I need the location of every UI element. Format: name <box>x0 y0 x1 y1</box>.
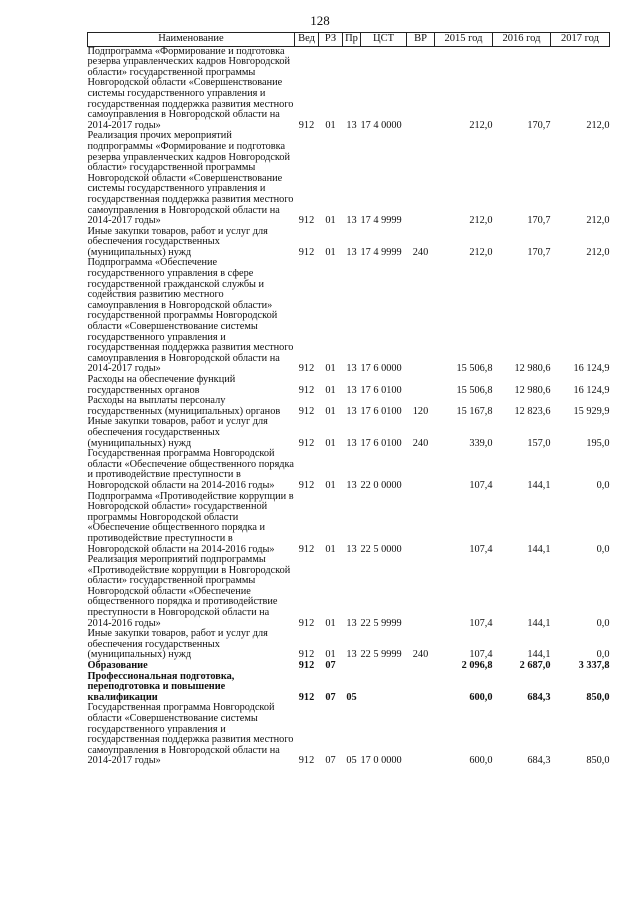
row-name: Иные закупки товаров, работ и услуг для обеспечения государственных (муниципальных) нужд <box>87 225 268 258</box>
row-pr: 13 <box>346 649 357 661</box>
table-row <box>88 449 610 491</box>
row-2017: 0,0 <box>596 479 610 491</box>
row-pr: 05 <box>346 691 357 703</box>
table-row <box>88 227 610 259</box>
row-pr: 13 <box>346 384 357 396</box>
row-2015: 600,0 <box>469 691 493 703</box>
header-vr: ВР <box>407 33 435 47</box>
row-cst: 17 4 9999 <box>360 246 402 258</box>
row-ved: 912 <box>298 691 315 703</box>
table-header <box>88 33 610 47</box>
row-vr <box>407 492 435 556</box>
row-vr <box>407 703 435 767</box>
row-ved: 912 <box>298 437 315 449</box>
row-rz: 07 <box>325 755 336 767</box>
row-cst <box>361 672 407 704</box>
row-pr: 13 <box>346 363 357 375</box>
row-2017: 850,0 <box>586 755 610 767</box>
row-name: Профессиональная подготовка, переподготовка и повышение квалификации <box>87 670 235 703</box>
row-vr <box>407 672 435 704</box>
row-2015: 212,0 <box>469 215 493 227</box>
row-2017: 212,0 <box>586 246 610 258</box>
row-2016: 144,1 <box>527 479 551 491</box>
row-vr <box>407 258 435 375</box>
row-2015: 15 506,8 <box>456 384 493 396</box>
row-2016: 684,3 <box>527 755 551 767</box>
row-2017: 3 337,8 <box>578 660 610 672</box>
row-vr: 120 <box>412 405 429 417</box>
row-2017: 195,0 <box>586 437 610 449</box>
row-pr: 13 <box>346 543 357 555</box>
table-row <box>88 703 610 767</box>
row-name: Иные закупки товаров, работ и услуг для обеспечения государственных (муниципальных) нужд <box>87 628 268 661</box>
row-pr <box>343 661 361 672</box>
row-2015: 107,4 <box>469 617 493 629</box>
page-number: 128 <box>310 13 330 28</box>
row-cst: 22 5 9999 <box>360 649 402 661</box>
row-rz: 01 <box>325 617 336 629</box>
row-pr: 05 <box>346 755 357 767</box>
row-pr: 13 <box>346 617 357 629</box>
row-ved: 912 <box>298 405 315 417</box>
row-name: Подпрограмма «Формирование и подготовка резерва управленческих кадров Новгородской области» государственной программы Новгородской области «Совершенствование системы государственного управления и государственная поддержка развития местного самоуправления в Новгородской области на 2014-2017 годы» <box>87 45 294 131</box>
row-vr: 240 <box>412 649 429 661</box>
row-2017: 0,0 <box>596 617 610 629</box>
row-vr <box>407 661 435 672</box>
header-name: Наименование <box>88 33 295 47</box>
row-rz: 01 <box>325 363 336 375</box>
row-vr <box>407 131 435 226</box>
row-name: Государственная программа Новгородской области «Обеспечение общественного порядка и противодействие преступности в Новгородской области на 2014-2016 годы» <box>87 448 294 491</box>
row-vr <box>407 375 435 396</box>
table-row <box>88 492 610 556</box>
row-rz: 01 <box>325 405 336 417</box>
row-2016: 12 823,6 <box>514 405 551 417</box>
row-cst: 17 6 0100 <box>360 437 402 449</box>
row-rz: 01 <box>325 384 336 396</box>
header-cst: ЦСТ <box>361 33 407 47</box>
row-2017: 212,0 <box>586 119 610 131</box>
row-vr <box>407 555 435 629</box>
row-rz: 01 <box>325 479 336 491</box>
row-2015: 15 167,8 <box>456 405 493 417</box>
row-ved: 912 <box>298 119 315 131</box>
row-cst: 22 5 0000 <box>360 543 402 555</box>
table-row <box>88 46 610 131</box>
row-vr: 240 <box>412 246 429 258</box>
row-cst: 17 4 0000 <box>360 119 402 131</box>
table-row <box>88 258 610 375</box>
row-ved: 912 <box>298 246 315 258</box>
budget-table <box>87 32 610 767</box>
row-rz: 01 <box>325 215 336 227</box>
row-name: Реализация прочих мероприятий подпрограммы «Формирование и подготовка резерва управленческих кадров Новгородской области» государственной программы Новгородской области «Совершенствование системы государственного управления и государственная поддержка развития местного самоуправления в Новгородской области на 2014-2017 годы» <box>87 130 294 227</box>
row-name: Образование <box>87 660 148 672</box>
table-row <box>88 555 610 629</box>
row-2017: 16 124,9 <box>573 384 610 396</box>
header-pr: Пр <box>343 33 361 47</box>
row-2016: 157,0 <box>527 437 551 449</box>
row-name: Реализация мероприятий подпрограммы «Противодействие коррупции в Новгородской области» государственной программы Новгородской области «Обеспечение общественного порядка и противодействие преступности в Новгородской области на 2014-2016 годы» <box>87 554 291 629</box>
row-2016: 144,1 <box>527 649 551 661</box>
row-2015: 107,4 <box>469 479 493 491</box>
row-rz: 01 <box>325 437 336 449</box>
row-2015: 107,4 <box>469 543 493 555</box>
row-cst <box>361 661 407 672</box>
row-ved: 912 <box>298 479 315 491</box>
row-ved: 912 <box>298 384 315 396</box>
row-2016: 684,3 <box>527 691 551 703</box>
row-name: Иные закупки товаров, работ и услуг для обеспечения государственных (муниципальных) нужд <box>87 416 268 449</box>
header-2016: 2016 год <box>493 33 551 47</box>
header-ved: Вед <box>295 33 319 47</box>
row-2015: 339,0 <box>469 437 493 449</box>
row-2016: 170,7 <box>527 246 551 258</box>
row-cst: 17 4 9999 <box>360 215 402 227</box>
row-ved: 912 <box>298 363 315 375</box>
row-2017: 0,0 <box>596 649 610 661</box>
row-2015: 600,0 <box>469 755 493 767</box>
row-2016: 2 687,0 <box>519 660 551 672</box>
row-cst: 17 6 0000 <box>360 363 402 375</box>
row-2015: 107,4 <box>469 649 493 661</box>
row-rz: 07 <box>325 660 336 672</box>
row-2016: 12 980,6 <box>514 363 551 375</box>
row-2016: 170,7 <box>527 119 551 131</box>
table-row <box>88 629 610 661</box>
row-2015: 212,0 <box>469 246 493 258</box>
table-row <box>88 396 610 417</box>
row-ved: 912 <box>298 755 315 767</box>
table-row <box>88 375 610 396</box>
row-pr: 13 <box>346 405 357 417</box>
row-2016: 144,1 <box>527 543 551 555</box>
row-vr <box>407 46 435 131</box>
table-row <box>88 131 610 226</box>
row-2017: 16 124,9 <box>573 363 610 375</box>
row-rz: 01 <box>325 543 336 555</box>
row-2017: 850,0 <box>586 691 610 703</box>
row-2016: 170,7 <box>527 215 551 227</box>
row-pr: 13 <box>346 119 357 131</box>
row-rz: 07 <box>325 691 336 703</box>
header-2015: 2015 год <box>435 33 493 47</box>
row-2016: 12 980,6 <box>514 384 551 396</box>
row-2015: 212,0 <box>469 119 493 131</box>
row-name: Подпрограмма «Противодействие коррупции в Новгородской области» государственной программы Новгородской области «Обеспечение общественного порядка и противодействие преступности в Новгородской области на 2014-2016 годы» <box>87 490 294 555</box>
row-name: Расходы на выплаты персоналу государственных (муниципальных) органов <box>87 395 281 417</box>
row-ved: 912 <box>298 660 315 672</box>
row-2017: 15 929,9 <box>573 405 610 417</box>
table-row <box>88 672 610 704</box>
row-cst: 17 6 0100 <box>360 384 402 396</box>
row-pr: 13 <box>346 479 357 491</box>
row-name: Подпрограмма «Обеспечение государственного управления в сфере государственной гражданской службы и содействия развитию местного самоуправления в Новгородской области» государственной программы Новгородской области «Совершенствование системы государственного управления и государственная поддержка развития местного самоуправления в Новгородской области на 2014-2017 годы» <box>87 257 294 375</box>
row-rz: 01 <box>325 649 336 661</box>
row-cst: 22 0 0000 <box>360 479 402 491</box>
row-vr <box>407 449 435 491</box>
table-row <box>88 417 610 449</box>
row-pr: 13 <box>346 246 357 258</box>
row-ved: 912 <box>298 215 315 227</box>
row-rz: 01 <box>325 119 336 131</box>
row-2017: 212,0 <box>586 215 610 227</box>
row-rz: 01 <box>325 246 336 258</box>
row-2016: 144,1 <box>527 617 551 629</box>
row-ved: 912 <box>298 649 315 661</box>
row-2015: 2 096,8 <box>461 660 493 672</box>
row-2017: 0,0 <box>596 543 610 555</box>
row-2015: 15 506,8 <box>456 363 493 375</box>
row-name: Расходы на обеспечение функций государственных органов <box>87 374 236 396</box>
table-body <box>88 46 610 767</box>
row-pr: 13 <box>346 437 357 449</box>
row-pr: 13 <box>346 215 357 227</box>
row-cst: 17 0 0000 <box>360 755 402 767</box>
header-rz: РЗ <box>319 33 343 47</box>
row-ved: 912 <box>298 543 315 555</box>
header-2017: 2017 год <box>551 33 610 47</box>
row-vr: 240 <box>412 437 429 449</box>
row-cst: 22 5 9999 <box>360 617 402 629</box>
row-cst: 17 6 0100 <box>360 405 402 417</box>
row-ved: 912 <box>298 617 315 629</box>
row-name: Государственная программа Новгородской области «Совершенствование системы государственного управления и государственная поддержка развития местного самоуправления в Новгородской области на 2014-2017 годы» <box>87 702 294 767</box>
